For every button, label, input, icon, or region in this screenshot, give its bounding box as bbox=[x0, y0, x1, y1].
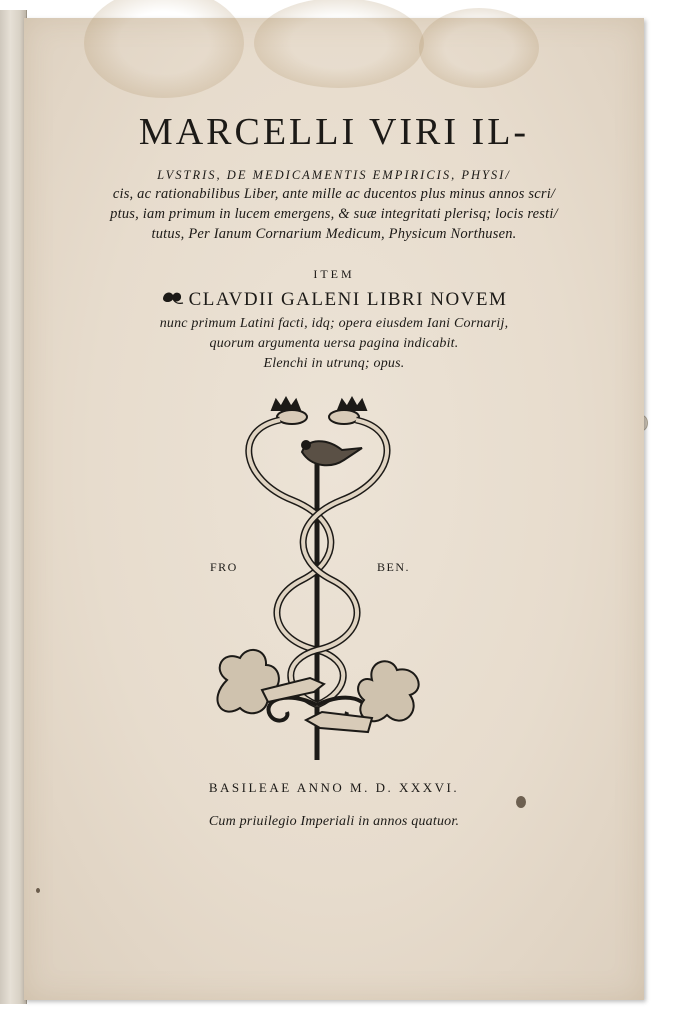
galen-line-3: Elenchi in utrunq; opus. bbox=[263, 356, 405, 371]
water-stain bbox=[419, 8, 539, 88]
device-label-left: FRO bbox=[210, 560, 238, 574]
book-binding bbox=[0, 10, 27, 1004]
device-label-right: BEN. bbox=[377, 560, 410, 574]
galen-line-2: quorum argumenta uersa pagina indicabit. bbox=[209, 336, 459, 351]
privilege-line: Cum priuilegio Imperiali in annos quatuor. bbox=[208, 814, 460, 829]
ink-spot bbox=[36, 888, 40, 893]
imprint: BASILEAE ANNO M. D. XXXVI. bbox=[208, 780, 460, 795]
galen-heading bbox=[24, 289, 644, 311]
galen-heading-text: CLAVDII GALENI LIBRI NOVEM bbox=[188, 289, 508, 310]
title-page bbox=[24, 18, 644, 1000]
title-line-1: LVSTRIS, DE MEDICAMENTIS EMPIRICIS, PHYSI/ bbox=[157, 168, 511, 182]
book-title: MARCELLI VIRI IL- bbox=[138, 111, 530, 153]
galen-line-1: nunc primum Latini facti, idq; opera eiusdem Iani Cornarij, bbox=[159, 316, 509, 331]
item-heading: ITEM bbox=[313, 267, 355, 281]
water-stain bbox=[254, 0, 424, 88]
title-line-2: cis, ac rationabilibus Liber, ante mille ac ducentos plus minus annos scri/ bbox=[112, 186, 556, 202]
title-line-3: ptus, iam primum in lucem emergens, & suæ integritati plerisq; locis resti/ bbox=[110, 206, 558, 222]
water-stain bbox=[84, 0, 244, 98]
froben-caduceus-printer-mark bbox=[192, 390, 442, 770]
title-line-4: tutus, Per Ianum Cornarium Medicum, Physicum Northusen. bbox=[151, 226, 517, 242]
hedera-leaf-icon bbox=[161, 289, 185, 311]
ink-spot bbox=[516, 796, 526, 808]
